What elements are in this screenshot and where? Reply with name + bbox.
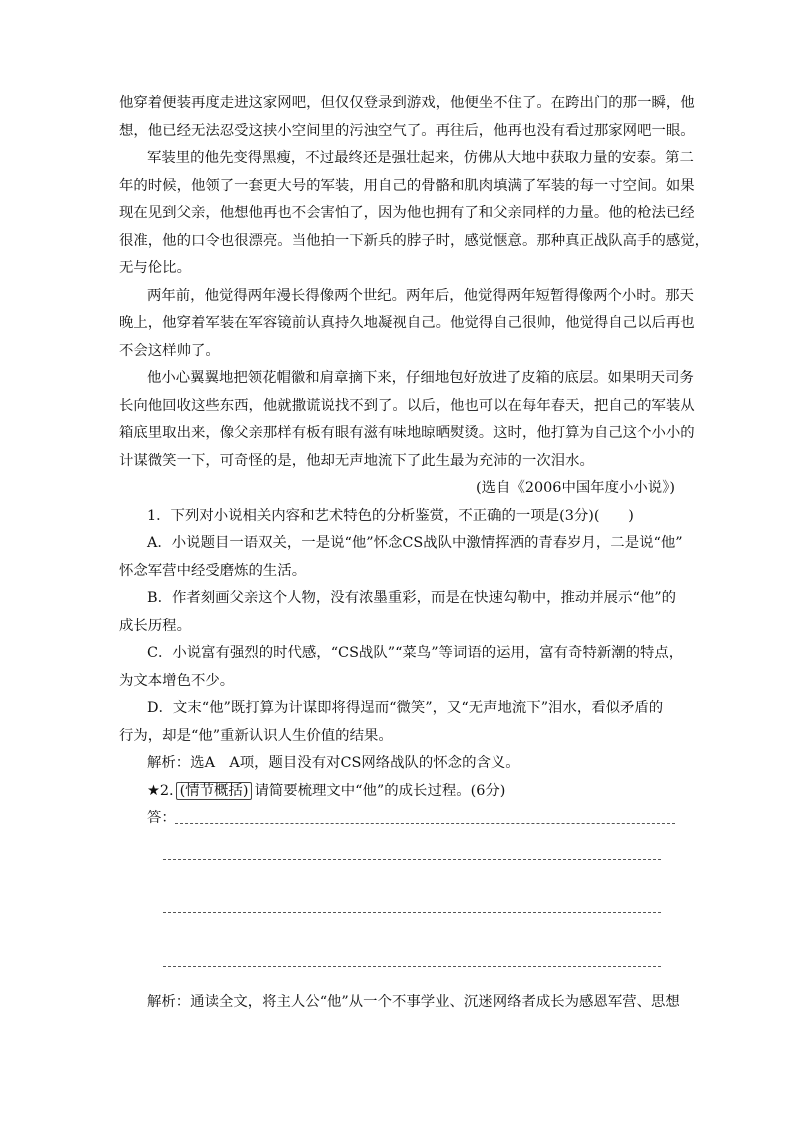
passage (119, 90, 710, 475)
question-2-analysis: 解析：通读全文，将主人公“他”从一个不事学业、沉迷网络者成长为感恩军营、思想 (147, 994, 680, 1010)
passage-line: 计谋微笑一下，可奇怪的是，他却无声地流下了此生最为充沛的一次泪水。 (119, 452, 594, 469)
answer-row[interactable] (119, 966, 675, 994)
answer-label: 答： (147, 810, 176, 826)
answer-blank-line[interactable] (163, 912, 661, 913)
answer-row[interactable] (119, 859, 675, 887)
source-citation: (选自《2006中国年度小小说》) (476, 480, 675, 496)
option-b (119, 585, 675, 640)
option-line: B．作者刻画父亲这个人物，没有浓墨重彩，而是在快速勾勒中，推动并展示“他”的 (147, 590, 676, 606)
answer-row[interactable] (119, 912, 675, 940)
question-2 (119, 778, 680, 1017)
option-line: 成长历程。 (119, 617, 191, 634)
option-a (119, 530, 683, 585)
question-1 (119, 503, 684, 778)
question-1-stem: 1．下列对小说相关内容和艺术特色的分析鉴赏，不正确的一项是(3分)( ) (147, 507, 634, 524)
option-d (119, 695, 675, 750)
option-line: D．文末“他”既打算为计谋即将得逞而“微笑”，又“无声地流下”泪水，看似矛盾的 (147, 700, 664, 716)
passage-line: 军装里的他先变得黑瘦，不过最终还是强壮起来，仿佛从大地中获取力量的安泰。第二 (147, 150, 694, 166)
option-line: 行为，却是“他”重新认识人生价值的结果。 (119, 727, 393, 744)
passage-line: 他小心翼翼地把领花帽徽和肩章摘下来，仔细地包好放进了皮箱的底层。如果明天司务 (147, 370, 694, 386)
option-line: 为文本增色不少。 (119, 672, 235, 689)
passage-line: 长向他回收这些东西，他就撒谎说找不到了。以后，他也可以在每年春天，把自己的军装从 (119, 397, 695, 414)
passage-line: 两年前，他觉得两年漫长得像两个世纪。两年后，他觉得两年短暂得像两个小时。那天 (147, 287, 694, 304)
category-tag: (情节概括) (176, 782, 253, 800)
passage-line: 不会这样帅了。 (119, 342, 220, 359)
question-2-stem-line (119, 778, 675, 806)
option-line: C．小说富有强烈的时代感，“CS战队”“菜鸟”等词语的运用，富有奇特新潮的特点， (147, 645, 684, 661)
passage-line: 无与伦比。 (119, 260, 191, 276)
question-2-stem: 请简要梳理文中“他”的成长过程。(6分) (254, 782, 506, 799)
passage-line: 晚上，他穿着军装在军容镜前认真持久地凝视自己。他觉得自己很帅，他觉得自己以后再也 (119, 315, 695, 331)
passage-line: 很准，他的口令也很漂亮。当他拍一下新兵的脖子时，感觉惬意。那种真正战队高手的感觉， (119, 232, 710, 249)
option-line: 怀念军营中经受磨炼的生活。 (119, 562, 307, 579)
passage-line: 想，他已经无法忍受这挟小空间里的污浊空气了。再往后，他再也没有看过那家网吧一眼。 (119, 122, 695, 139)
star-marker: ★2. (147, 782, 174, 799)
option-line: A．小说题目一语双关，一是说“他”怀念CS战队中激情挥洒的青春岁月，二是说“他” (147, 535, 683, 551)
answer-blank-line[interactable] (175, 823, 675, 824)
answer-row[interactable] (119, 805, 675, 833)
answer-blank-line[interactable] (163, 859, 661, 860)
answer-blank-line[interactable] (163, 966, 661, 967)
passage-line: 现在见到父亲，他想他再也不会害怕了，因为他也拥有了和父亲同样的力量。他的枪法已经 (119, 205, 695, 221)
passage-line: 箱底里取出来，像父亲那样有板有眼有滋有味地晾晒熨烫。这时，他打算为自己这个小小的 (119, 425, 695, 441)
document-page (119, 90, 710, 1017)
passage-line: 年的时候，他领了一套更大号的军装，用自己的骨骼和肌肉填满了军装的每一寸空间。如果 (119, 177, 695, 194)
question-1-analysis: 解析：选A A项，题目没有对CS网络战队的怀念的含义。 (147, 755, 520, 771)
passage-line: 他穿着便装再度走进这家网吧，但仅仅登录到游戏，他便坐不住了。在跨出门的那一瞬，他 (119, 95, 695, 111)
option-c (119, 640, 684, 695)
